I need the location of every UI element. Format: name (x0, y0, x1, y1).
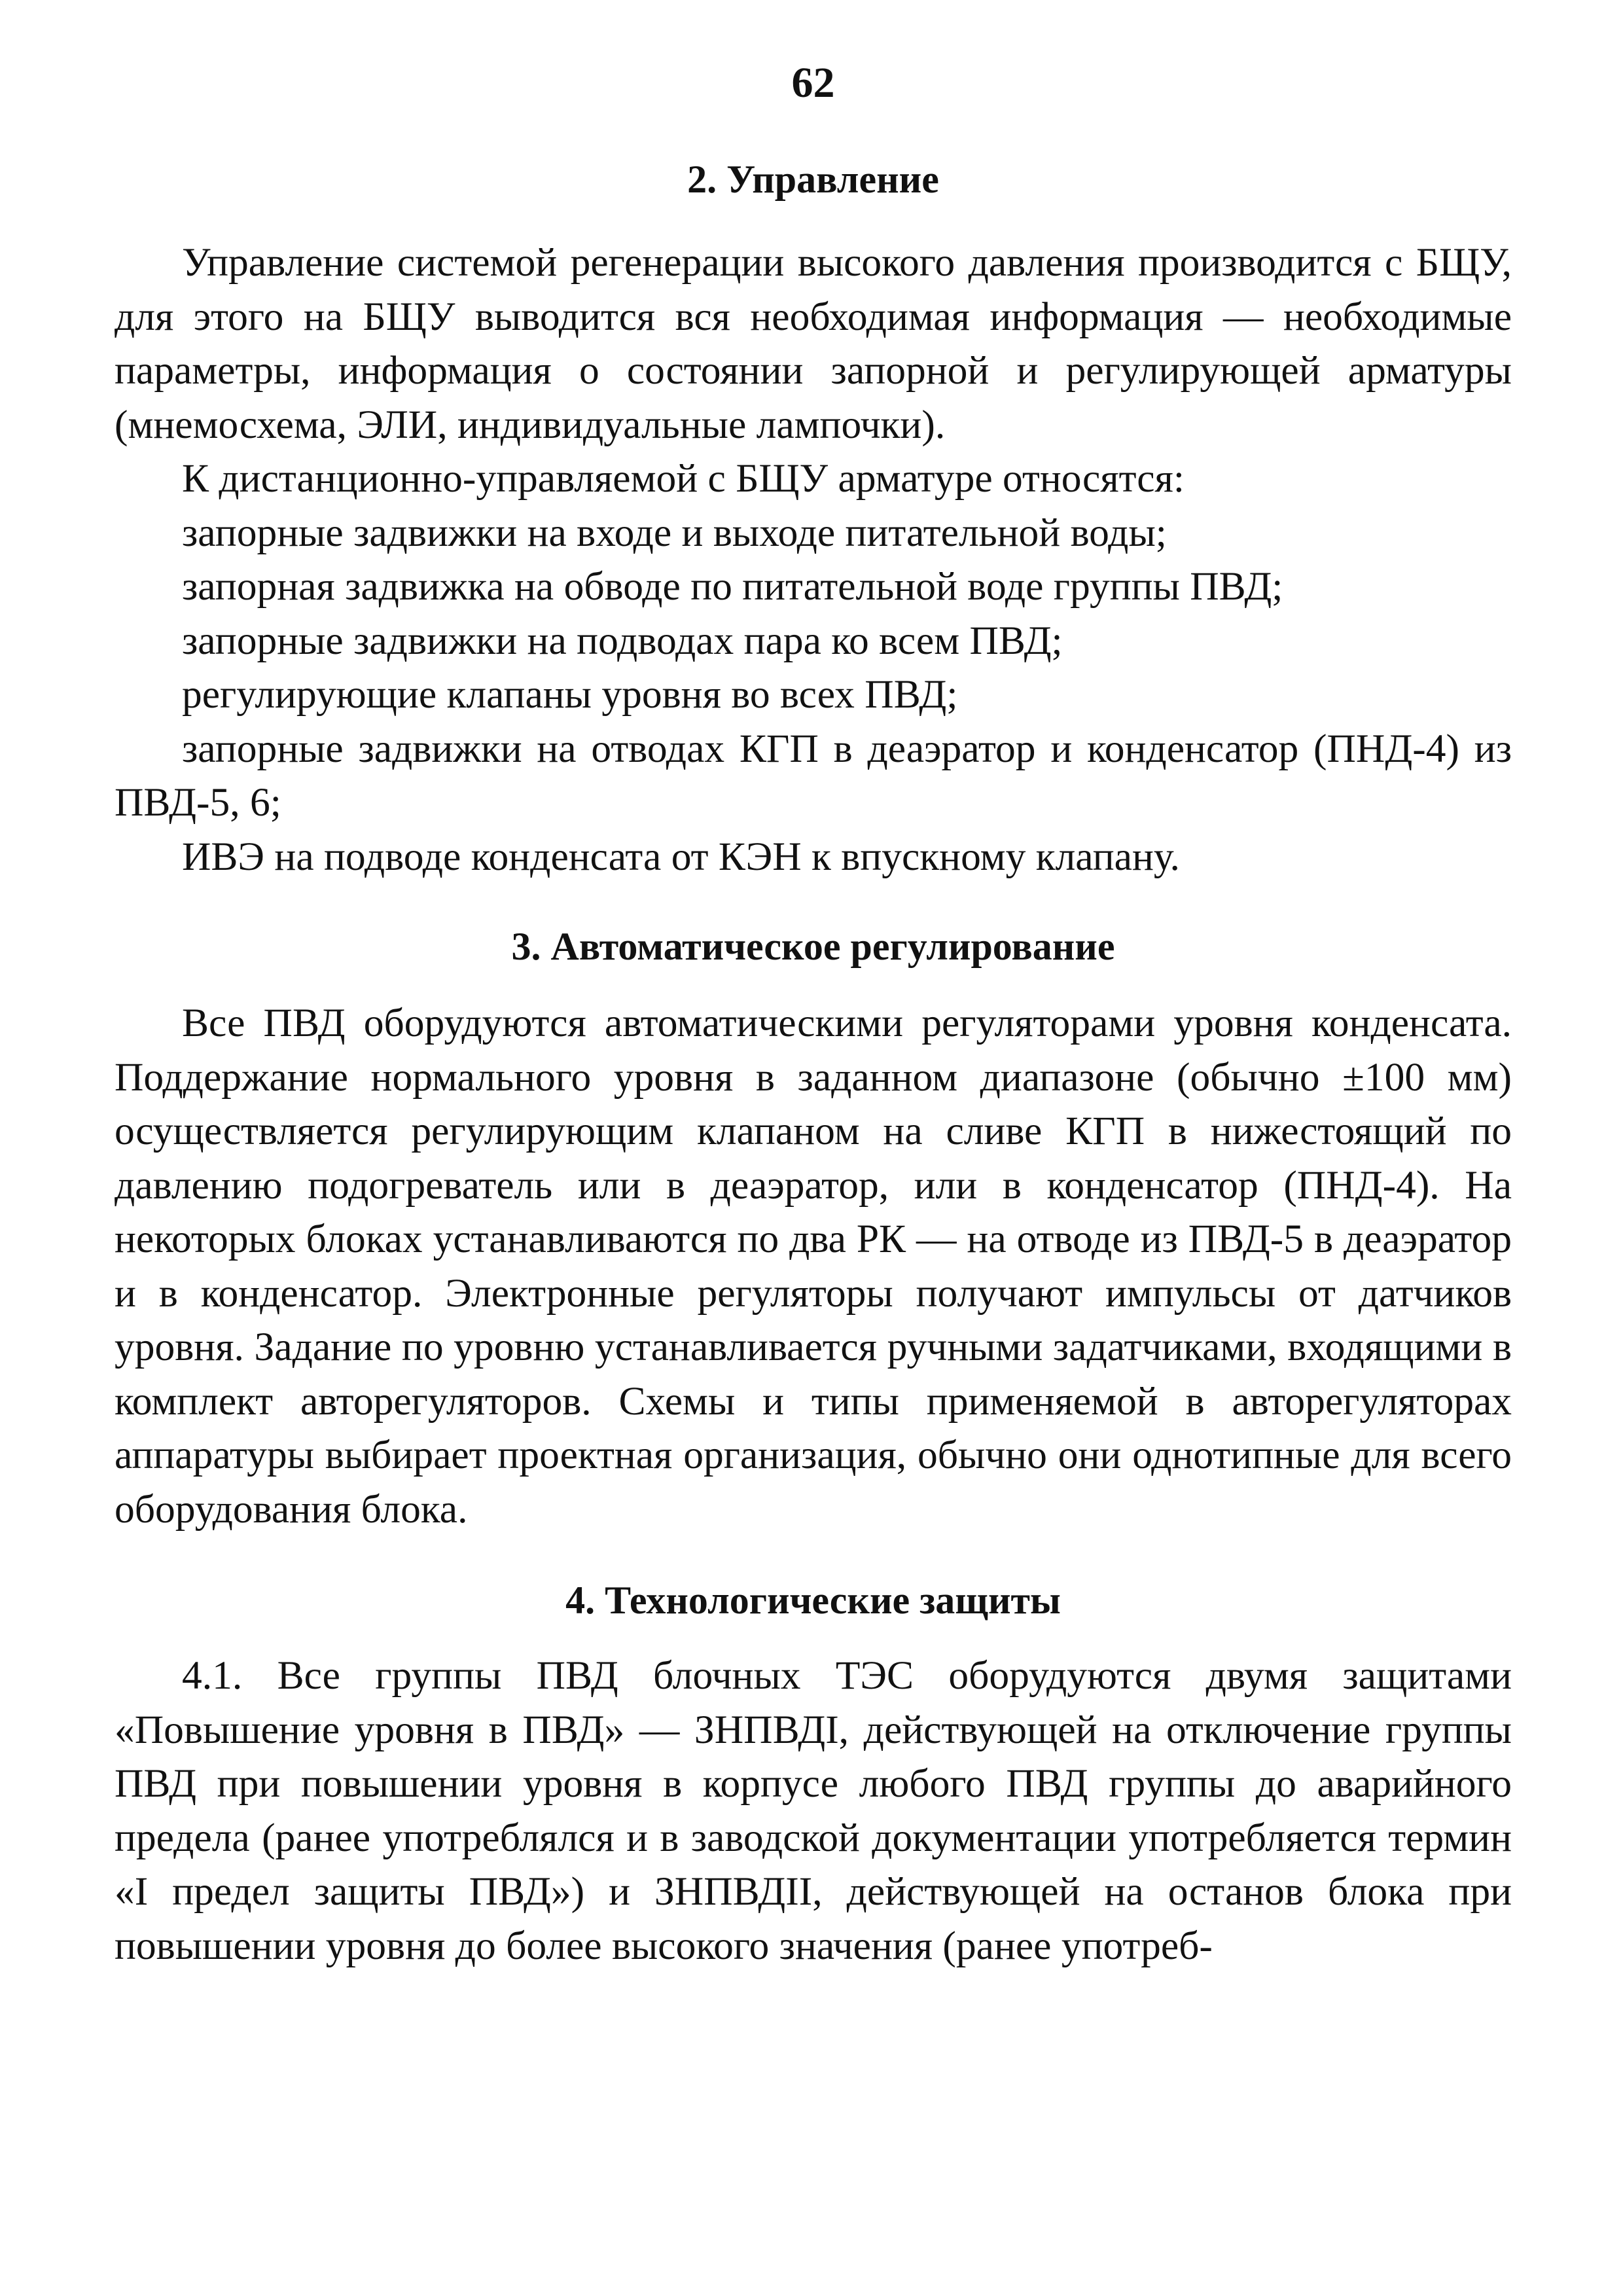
section-heading-control: 2. Управление (687, 158, 939, 201)
paragraph-control-list-lead: К дистанционно-управляемой с БЩУ арматуре относятся: (182, 456, 1185, 501)
paragraph-auto-regulation: Все ПВД оборудуются автоматическими регуляторами уровня конденсата. Поддержание нормального уровня в заданном диапазоне (обычно ±100 мм) осуществляется регулирующим клапаном на сливе КГП в нижестоящий по давлению подогреватель или в деаэратор, или в конденсатор (ПНД-4). На некоторых блоках устанавливаются по два РК — на отводе из ПВД-5 в деаэратор и в конденсатор. Электронные регуляторы получают импульсы от датчиков уровня. Задание по уровню устанавливается ручными задатчиками, входящими в комплект авторегуляторов. Схемы и типы применяемой в авторегуляторах аппаратуры выбирает проектная организация, обычно они однотипные для всего оборудования блока. (115, 1001, 1512, 1532)
section-heading-protections: 4. Технологические защиты (565, 1579, 1061, 1622)
list-item: запорные задвижки на входе и выходе питательной воды; (182, 510, 1167, 555)
page-number: 62 (791, 59, 835, 107)
section-heading-auto-regulation: 3. Автоматическое регулирование (511, 925, 1115, 968)
document-page (115, 52, 1512, 1973)
list-item: запорные задвижки на отводах КГП в деаэратор и конденсатор (ПНД-4) из ПВД-5, 6; (115, 726, 1512, 825)
list-item: регулирующие клапаны уровня во всех ПВД; (182, 672, 958, 717)
list-item: запорные задвижки на подводах пара ко всем ПВД; (182, 618, 1063, 663)
paragraph-protections-4-1: 4.1. Все группы ПВД блочных ТЭС оборудуются двумя защитами «Повышение уровня в ПВД» — ЗНПВДI, действующей на отключение группы ПВД при повышении уровня в корпусе любого ПВД группы до аварийного предела (ранее употреблялся и в заводской документации употребляется термин «I предел защиты ПВД») и ЗНПВДII, действующей на останов блока при повышении уровня до более высокого значения (ранее употреб- (115, 1653, 1512, 1968)
list-item: запорная задвижка на обводе по питательной воде группы ПВД; (182, 564, 1283, 609)
paragraph-control-intro: Управление системой регенерации высокого давления производится с БЩУ, для этого на БЩУ выводится вся необходимая информация — необходимые параметры, информация о состоянии запорной и регулирующей арматуры (мнемосхема, ЭЛИ, индивидуальные лампочки). (115, 240, 1512, 447)
list-item: ИВЭ на подводе конденсата от КЭН к впускному клапану. (182, 834, 1180, 879)
